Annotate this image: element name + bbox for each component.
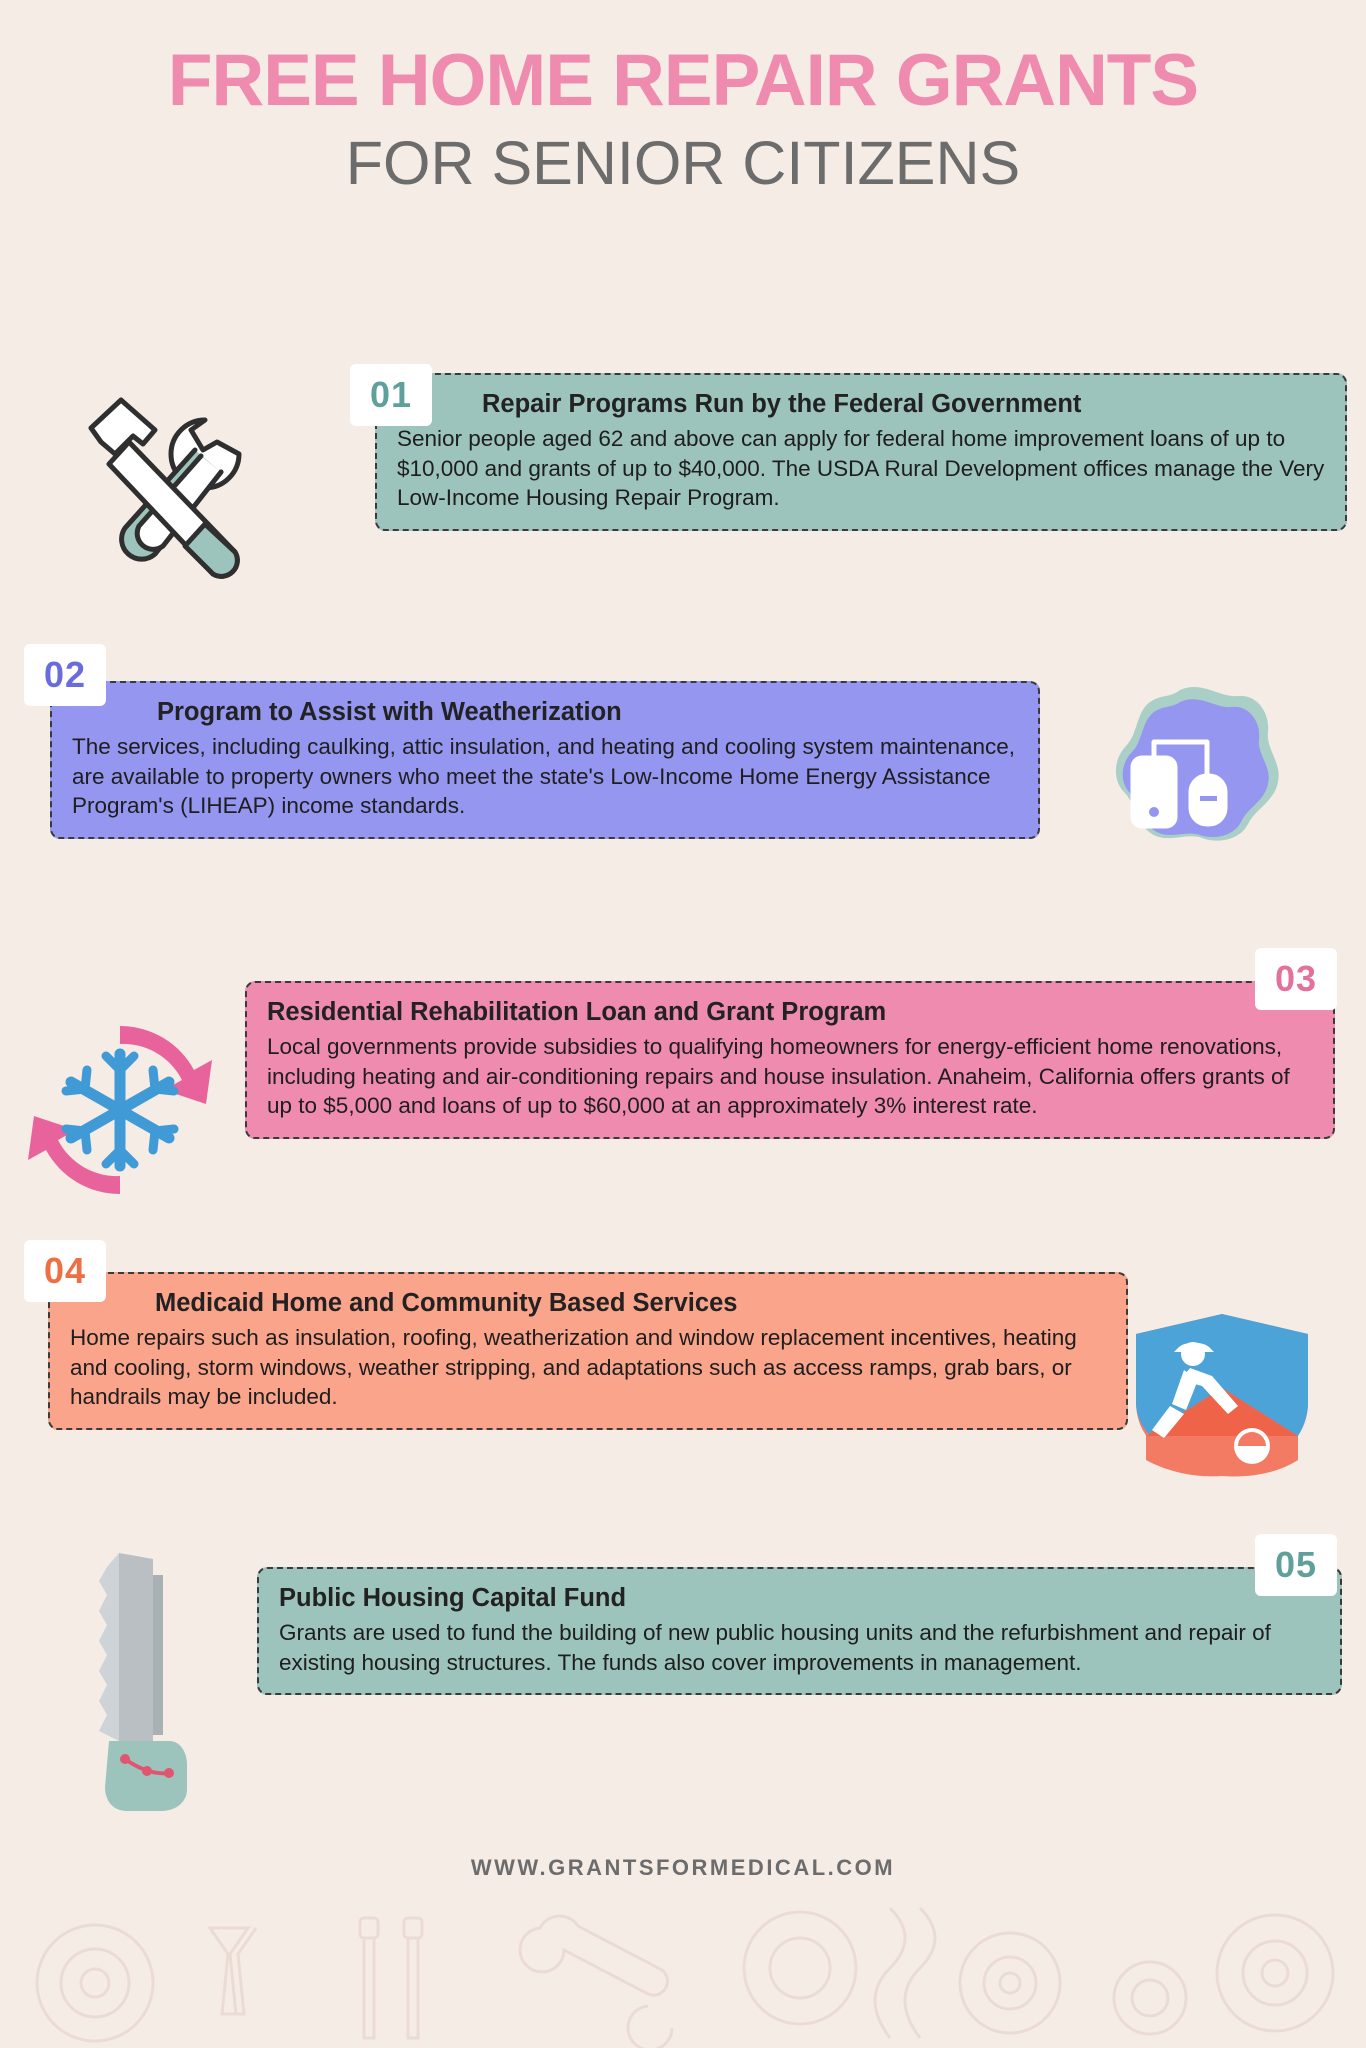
snowflake-cycle-icon — [0, 1010, 240, 1215]
step-badge-02: 02 — [24, 644, 106, 706]
roofer-shield-icon — [1130, 1310, 1315, 1485]
hammer-and-wrench-icon — [55, 380, 285, 595]
card-body: Grants are used to fund the building of new public housing units and the refurbishment and repair of existing housing structures. The funds also cover improvements in management. — [279, 1619, 1271, 1675]
step-badge-01: 01 — [350, 364, 432, 426]
step-badge-04: 04 — [24, 1240, 106, 1302]
card-public-housing-capital-fund — [257, 1567, 1342, 1695]
card-repair-programs-federal — [375, 373, 1347, 531]
decorative-tools-band — [0, 1888, 1366, 2048]
card-title: Residential Rehabilitation Loan and Grant Program — [267, 998, 887, 1026]
card-body: Local governments provide subsidies to qualifying homeowners for energy-efficient home renovations, including heating and air-conditioning repairs and house insulation. Anaheim, California offers grants of up to $5,000 and loans of up to $60,000 at an approximately 3% interest rate. — [267, 1033, 1290, 1119]
card-weatherization-program — [50, 681, 1040, 839]
page-title-main: FREE HOME REPAIR GRANTS — [167, 40, 1199, 121]
card-body: Home repairs such as insulation, roofing, weatherization and window replacement incentives, heating and cooling, storm windows, weather stripping, and adaptations such as access ramps, grab bars, or handrails may be included. — [70, 1324, 1077, 1410]
card-residential-rehabilitation-loan — [245, 981, 1335, 1139]
card-title: Medicaid Home and Community Based Services — [155, 1289, 738, 1317]
handsaw-icon — [75, 1545, 195, 1820]
card-title: Public Housing Capital Fund — [279, 1584, 627, 1612]
step-badge-03: 03 — [1255, 948, 1337, 1010]
card-medicaid-home-community-services — [48, 1272, 1128, 1430]
water-heater-badge-icon — [1055, 680, 1305, 910]
step-badge-05: 05 — [1255, 1534, 1337, 1596]
page-header — [0, 0, 1366, 201]
card-title: Program to Assist with Weatherization — [157, 698, 622, 726]
card-body: The services, including caulking, attic insulation, and heating and cooling system maintenance, are available to property owners who meet the state's Low-Income Home Energy Assistance Program's (LIHEAP) income standards. — [72, 733, 1016, 819]
page-title-sub: FOR SENIOR CITIZENS — [345, 129, 1021, 197]
card-title: Repair Programs Run by the Federal Government — [482, 390, 1082, 418]
footer-website: WWW.GRANTSFORMEDICAL.COM — [470, 1855, 896, 1880]
card-body: Senior people aged 62 and above can apply for federal home improvement loans of up to $10,000 and grants of up to $40,000. The USDA Rural Development offices manage the Very Low-Income Housing Repair Program. — [397, 425, 1325, 511]
